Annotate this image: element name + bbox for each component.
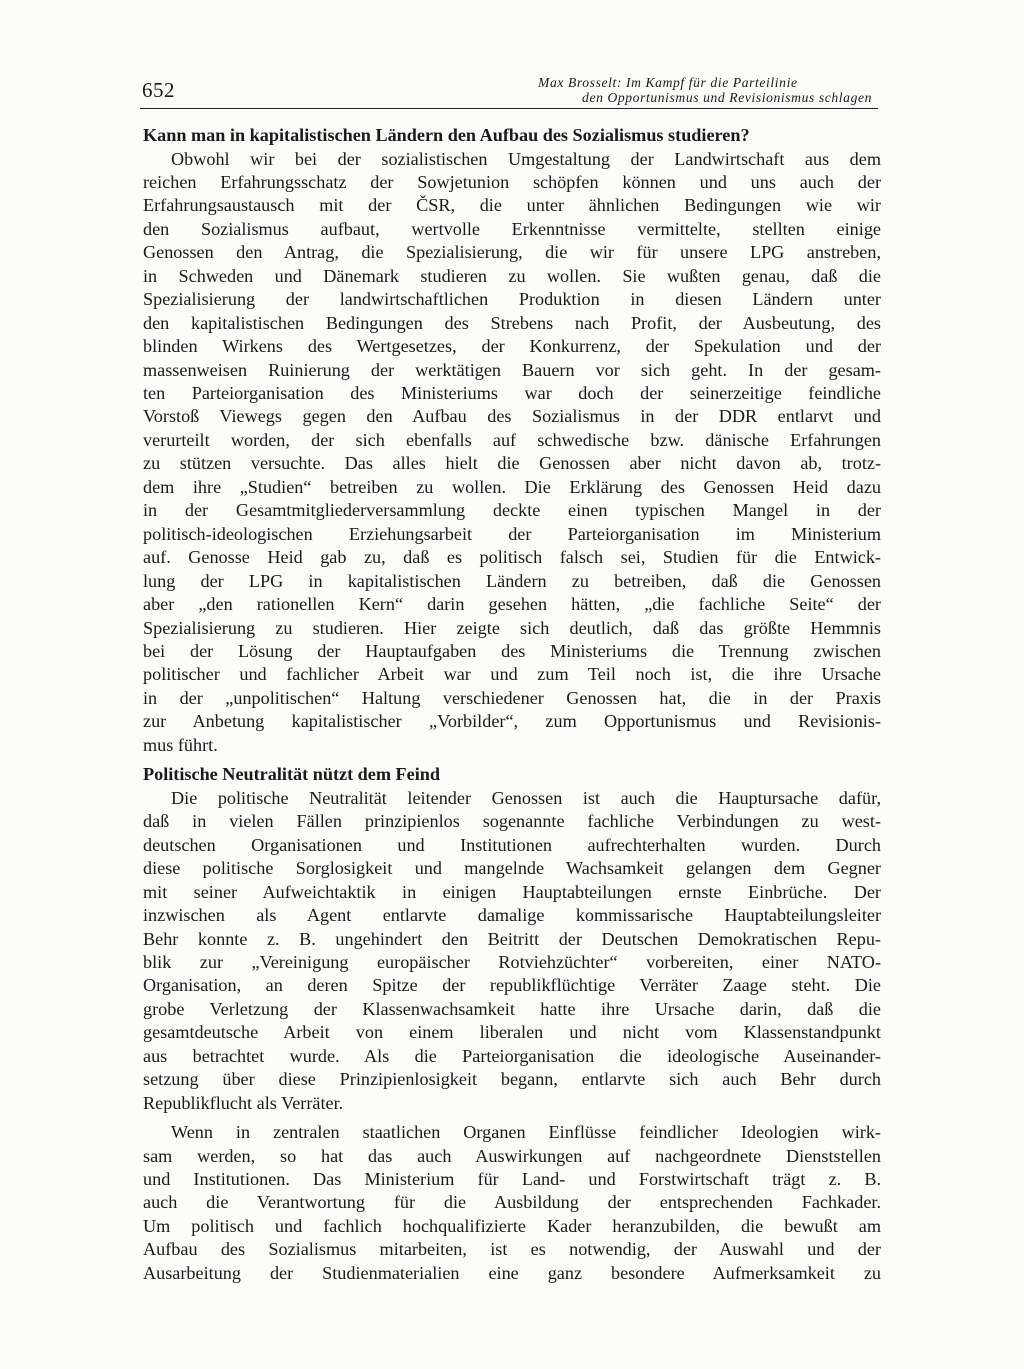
running-head (536, 75, 872, 105)
text-line: dem ihre „Studien“ betreiben zu wollen. Die Erklärung des Genossen Heid dazu (143, 476, 881, 497)
paragraph-3 (143, 1121, 881, 1285)
section-heading-2: Politische Neutralität nützt dem Feind (143, 764, 441, 785)
text-line: gesamtdeutsche Arbeit von einem liberalen und nicht vom Klassenstandpunkt (143, 1022, 881, 1043)
text-line: aber „den rationellen Kern“ darin gesehen hätten, „die fachliche Seite“ der (143, 594, 881, 615)
text-line: inzwischen als Agent entlarvte damalige kommissarische Hauptabteilungsleiter (143, 905, 881, 926)
text-line: Um politisch und fachlich hochqualifizierte Kader heranzubilden, die bewußt am (143, 1215, 881, 1236)
paragraph-2 (143, 787, 881, 1115)
text-line: daß in vielen Fällen prinzipienlos sogenannte fachliche Verbindungen zu west- (143, 811, 881, 832)
text-line: blik zur „Vereinigung europäischer Rotviehzüchter“ vorbereiten, einer NATO- (143, 951, 881, 972)
text-line: aus betrachtet wurde. Als die Parteiorganisation die ideologische Auseinander- (143, 1045, 881, 1066)
text-line: bei der Lösung der Hauptaufgaben des Ministeriums die Trennung zwischen (143, 641, 881, 662)
text-line: setzung über diese Prinzipienlosigkeit begann, entlarvte sich auch Behr durch (143, 1069, 881, 1090)
text-line: zur Anbetung kapitalistischer „Vorbilder“, zum Opportunismus und Revisionis- (143, 711, 881, 732)
text-line: den Sozialismus aufbaut, wertvolle Erkenntnisse vermittelte, stellten einige (143, 218, 881, 239)
text-line: Die politische Neutralität leitender Genossen ist auch die Hauptursache dafür, (171, 787, 881, 808)
page-header (140, 74, 878, 109)
text-line: Spezialisierung der landwirtschaftlichen Produktion in diesen Ländern unter (143, 289, 881, 310)
text-line: politischer und fachlicher Arbeit war und zum Teil noch ist, die ihre Ursache (143, 664, 881, 685)
text-line: in der Gesamtmitgliederversammlung deckte einen typischen Mangel in der (143, 500, 881, 521)
text-line: Erfahrungsaustausch mit der ČSR, die unter ähnlichen Bedingungen wie wir (143, 195, 881, 216)
text-line: Obwohl wir bei der sozialistischen Umgestaltung der Landwirtschaft aus dem (171, 148, 881, 169)
text-line: deutschen Organisationen und Institutionen aufrechterhalten wurden. Durch (143, 834, 881, 855)
text-line: und Institutionen. Das Ministerium für Land- und Forstwirtschaft trägt z. B. (143, 1169, 881, 1190)
text-line: politisch-ideologischen Erziehungsarbeit der Parteiorganisation im Ministerium (143, 523, 881, 544)
page-number: 652 (142, 78, 175, 102)
page-body (143, 124, 881, 1285)
text-line: ten Parteiorganisation des Ministeriums war doch der seinerzeitige feindliche (143, 383, 881, 404)
text-line: auf. Genosse Heid gab zu, daß es politisch falsch sei, Studien für die Entwick- (143, 547, 881, 568)
text-line: massenweisen Ruinierung der werktätigen Bauern vor sich geht. In der gesam- (143, 359, 881, 380)
text-line: mus führt. (143, 734, 218, 755)
text-line: sam werden, so hat das auch Auswirkungen auf nachgeordnete Dienststellen (143, 1145, 881, 1166)
text-line: Behr konnte z. B. ungehindert den Beitritt der Deutschen Demokratischen Repu- (143, 928, 881, 949)
text-line: Spezialisierung zu studieren. Hier zeigte sich deutlich, daß das größte Hemmnis (143, 617, 881, 638)
running-head-line-2: den Opportunismus und Revisionismus schlagen (582, 90, 872, 105)
text-line: reichen Erfahrungsschatz der Sowjetunion schöpfen können und uns auch der (143, 171, 881, 192)
text-line: Wenn in zentralen staatlichen Organen Einflüsse feindlicher Ideologien wirk- (171, 1122, 881, 1143)
text-line: verurteilt worden, der sich ebenfalls auf schwedische bzw. dänische Erfahrungen (143, 429, 881, 450)
text-line: Ausarbeitung der Studienmaterialien eine ganz besondere Aufmerksamkeit zu (143, 1262, 881, 1283)
text-line: blinden Wirkens des Wertgesetzes, der Konkurrenz, der Spekulation und der (143, 336, 881, 357)
text-line: auch die Verantwortung für die Ausbildung der entsprechenden Fachkader. (143, 1192, 881, 1213)
text-line: diese politische Sorglosigkeit und mangelnde Wachsamkeit gelangen dem Gegner (143, 858, 881, 879)
text-line: lung der LPG in kapitalistischen Ländern zu betreiben, daß die Genossen (143, 570, 881, 591)
section-heading-1: Kann man in kapitalistischen Ländern den Aufbau des Sozialismus studieren? (143, 125, 750, 145)
text-line: Organisation, an deren Spitze der republikflüchtige Verräter Zaage steht. Die (143, 975, 881, 996)
text-line: Vorstoß Viewegs gegen den Aufbau des Sozialismus in der DDR entlarvt und (143, 406, 881, 427)
text-line: in Schweden und Dänemark studieren zu wollen. Sie wußten genau, daß die (143, 265, 881, 286)
running-head-line-1: Max Brosselt: Im Kampf für die Parteilinie (538, 75, 798, 90)
paragraph-1 (143, 148, 881, 758)
text-line: den kapitalistischen Bedingungen des Strebens nach Profit, der Ausbeutung, des (143, 312, 881, 333)
text-line: mit seiner Aufweichtaktik in einigen Hauptabteilungen ernste Einbrüche. Der (143, 881, 881, 902)
text-line: in der „unpolitischen“ Haltung verschiedener Genossen hat, die in der Praxis (143, 687, 881, 708)
text-line: zu stützen versuchte. Das alles hielt die Genossen aber nicht davon ab, trotz- (143, 453, 881, 474)
text-line: Aufbau des Sozialismus mitarbeiten, ist es notwendig, der Auswahl und der (143, 1239, 881, 1260)
text-line: grobe Verletzung der Klassenwachsamkeit hatte ihre Ursache darin, daß die (143, 998, 881, 1019)
text-line: Republikflucht als Verräter. (143, 1092, 344, 1113)
text-line: Genossen den Antrag, die Spezialisierung, die wir für unsere LPG anstreben, (143, 242, 881, 263)
